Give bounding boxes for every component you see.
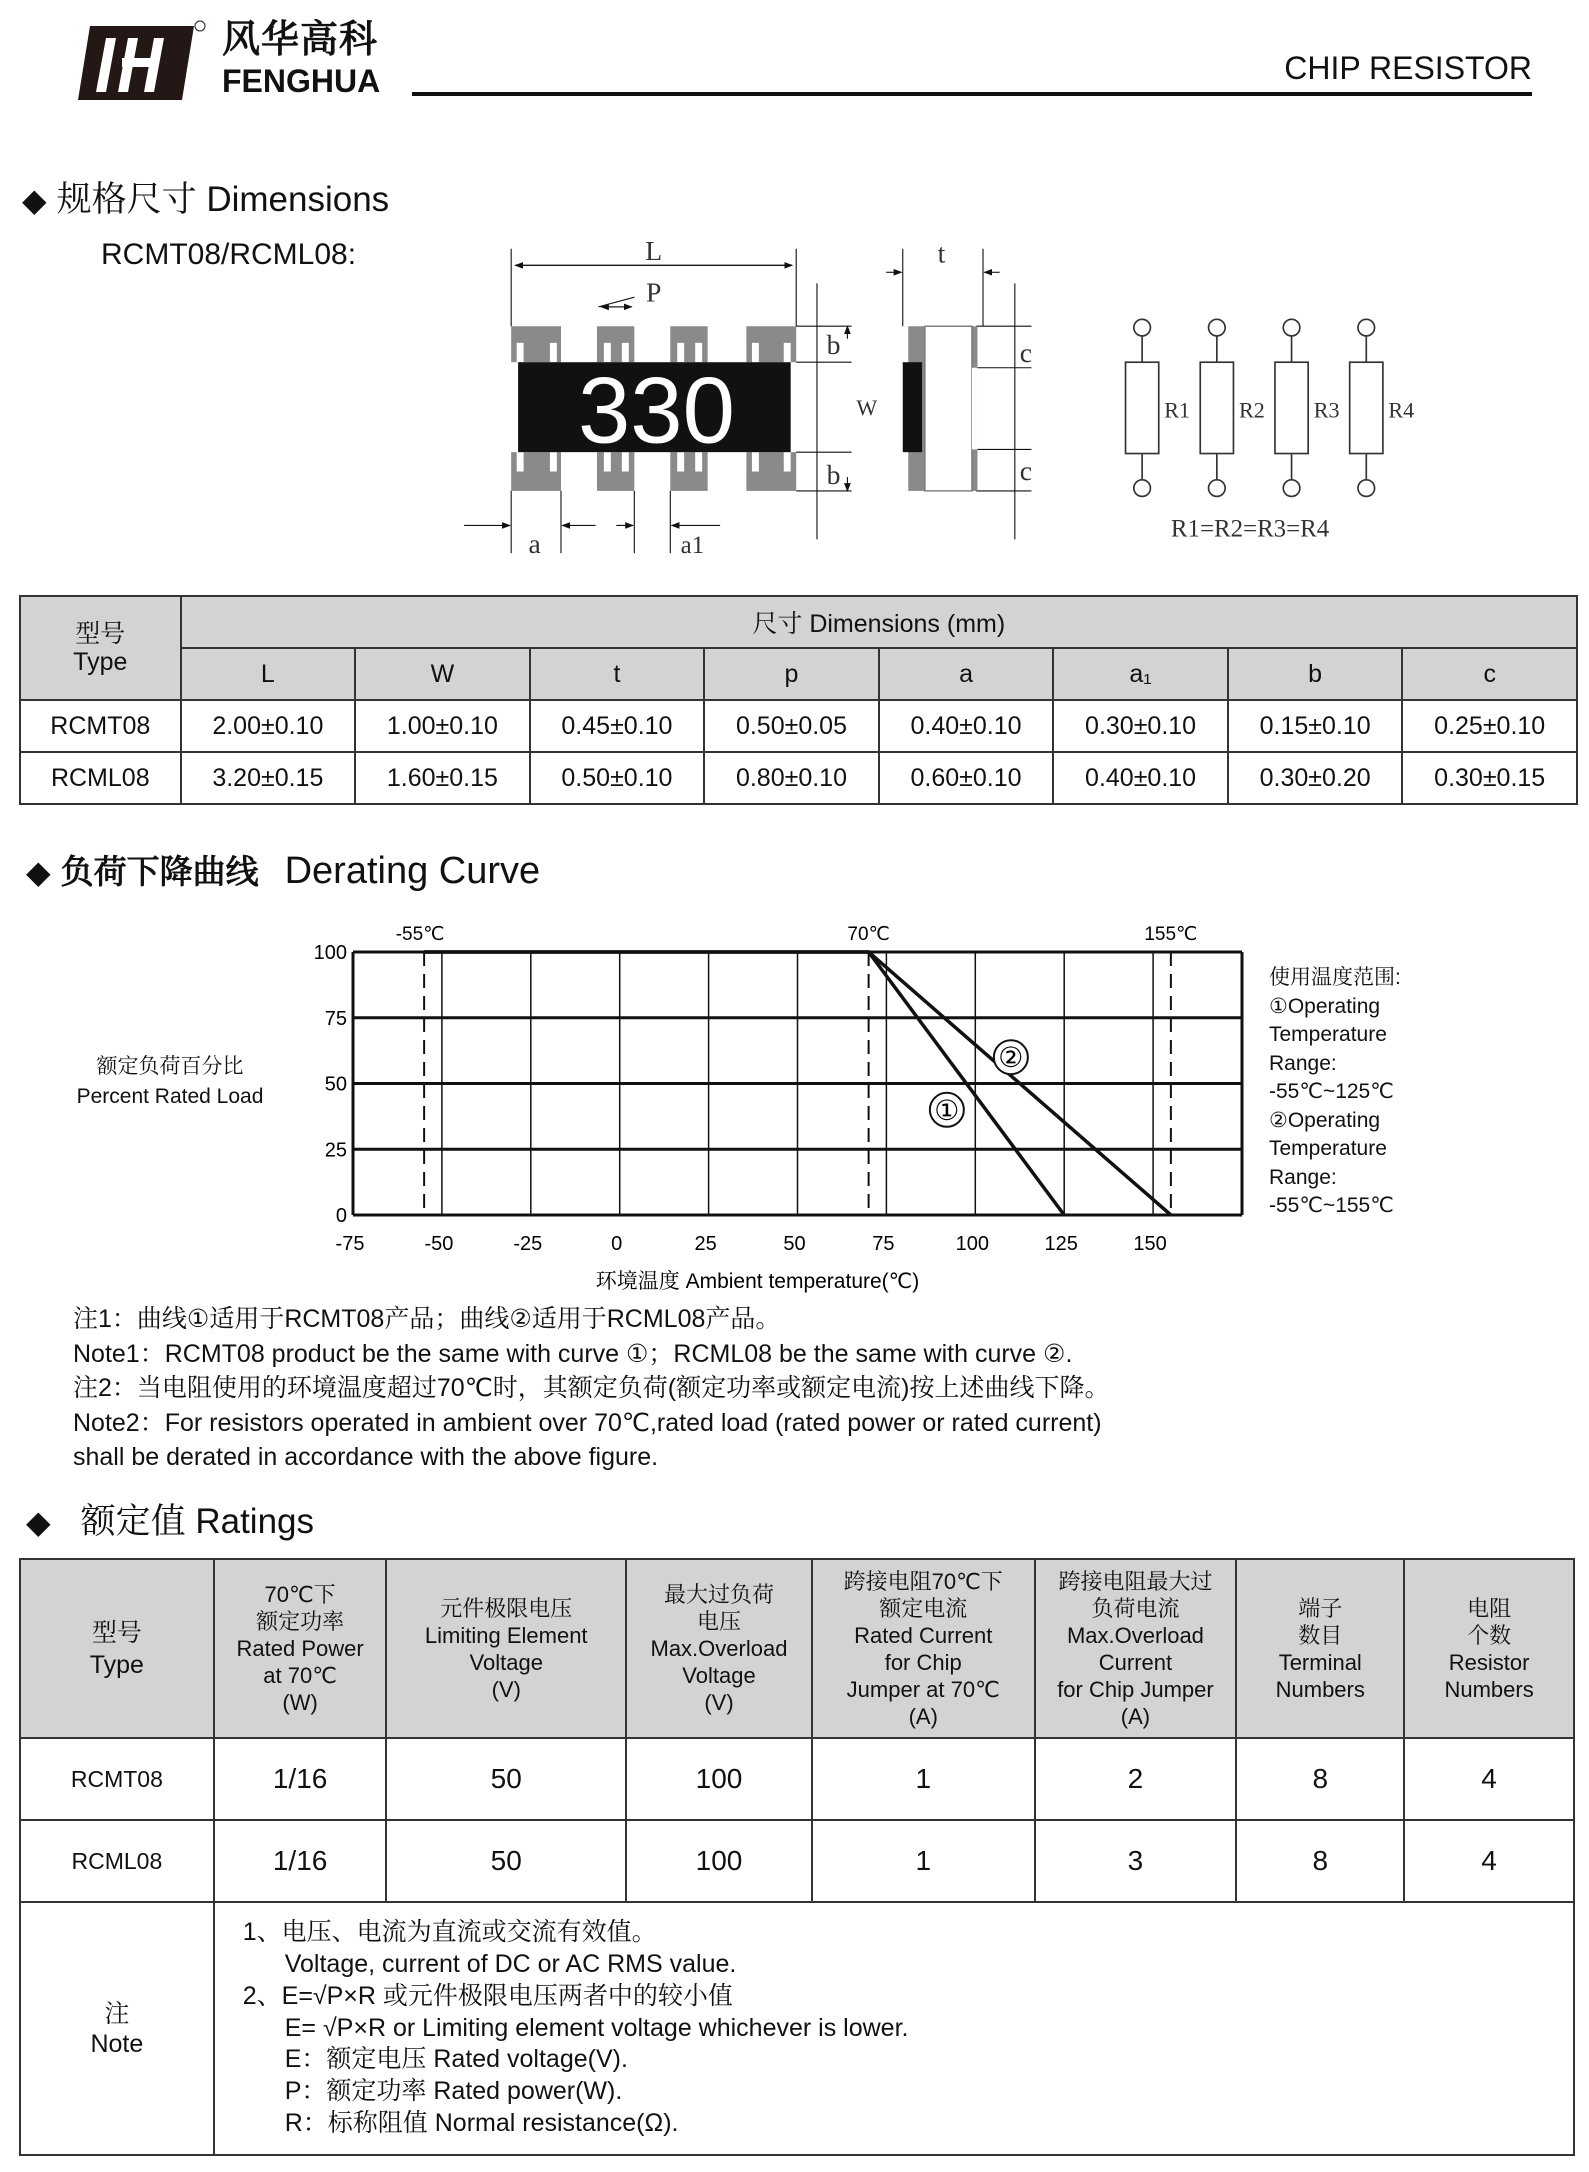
derating-note: Note2：For resistors operated in ambient over 70℃,rated load (rated power or rated current): [73, 1408, 1102, 1437]
header-line: 额定功率: [256, 1609, 345, 1634]
rating-cell: 4: [1404, 1820, 1574, 1902]
rating-cell: 1/16: [214, 1738, 387, 1820]
table-row: [20, 752, 1577, 804]
column-header: a: [879, 648, 1054, 700]
resistor-label: R3: [1313, 397, 1340, 423]
x-tick-label: 25: [694, 1233, 717, 1255]
diamond-bullet-icon: ◆: [26, 1504, 51, 1540]
rating-cell: 2: [1035, 1738, 1237, 1820]
dimension-cell: 2.00±0.10: [181, 700, 356, 752]
type-cell: RCMT08: [20, 700, 181, 752]
dimension-cell: 0.40±0.10: [1053, 752, 1228, 804]
logo-chinese-name: 风华高科: [222, 19, 379, 61]
header-line: Numbers: [1275, 1676, 1365, 1702]
header-line: (V): [491, 1676, 521, 1702]
resistor-label: R4: [1388, 397, 1415, 423]
header-line: Numbers: [1444, 1676, 1534, 1702]
ratings-section-title: ◆ 额定值 Ratings: [26, 1502, 315, 1541]
label-t: t: [937, 237, 946, 269]
header-line: Max.Overload: [1066, 1622, 1204, 1648]
legend-line: Range:: [1269, 1165, 1337, 1189]
legend-line: 使用温度范围:: [1269, 966, 1401, 989]
column-header: [1236, 1559, 1404, 1738]
model-label: RCMT08/RCML08:: [101, 238, 357, 271]
chip-marking: 330: [577, 357, 735, 463]
note-line: E= √P×R or Limiting element voltage whichever is lower.: [284, 2013, 909, 2042]
y-tick-label: 75: [324, 1007, 347, 1030]
label-a1: a1: [680, 532, 705, 560]
x-tick-label: 150: [1133, 1233, 1167, 1255]
header-line: for Chip: [884, 1649, 962, 1675]
legend-line: ②Operating: [1269, 1108, 1381, 1132]
y-tick-label: 0: [335, 1205, 347, 1227]
column-header: b: [1228, 648, 1403, 700]
note-line: E：额定电压 Rated voltage(V).: [284, 2045, 628, 2074]
rating-cell: 4: [1404, 1738, 1574, 1820]
note-line: 1、电压、电流为直流或交流有效值。: [242, 1918, 657, 1947]
header-line: Rated Current: [854, 1622, 993, 1648]
x-tick-label: -25: [513, 1233, 543, 1255]
table-row: [20, 1738, 1574, 1820]
column-header: [626, 1559, 812, 1738]
x-tick-label: 0: [611, 1233, 623, 1255]
dimension-cell: 0.25±0.10: [1402, 700, 1577, 752]
x-tick-label: -75: [335, 1233, 365, 1255]
derating-note: 注1：曲线①适用于RCMT08产品；曲线②适用于RCML08产品。: [73, 1305, 781, 1333]
label-W: W: [856, 394, 878, 420]
dimension-cell: 0.30±0.20: [1228, 752, 1403, 804]
dimensions-section-title: ◆ 规格尺寸 Dimensions: [22, 180, 390, 219]
fenghua-logo-icon: [76, 20, 206, 102]
note-label: 注 Note: [20, 1902, 214, 2155]
diamond-bullet-icon: ◆: [26, 854, 51, 890]
column-header: t: [530, 648, 705, 700]
legend-line: -55℃~155℃: [1269, 1194, 1394, 1217]
curve-label: ①: [934, 1094, 960, 1126]
dimensions-table: [19, 595, 1578, 805]
dimension-cell: 0.45±0.10: [530, 700, 705, 752]
header-line: at 70℃: [263, 1663, 337, 1688]
header-line: 个数: [1467, 1622, 1512, 1648]
label-b: b: [826, 458, 841, 490]
column-header: [1035, 1559, 1237, 1738]
reference-label: -55℃: [395, 924, 445, 945]
header-line: 额定电流: [879, 1595, 968, 1621]
header-line: 端子: [1298, 1595, 1343, 1621]
rating-cell: 100: [626, 1820, 812, 1902]
header-line: Rated Power: [236, 1636, 364, 1661]
column-header: W: [355, 648, 530, 700]
type-header: 型号 Type: [20, 596, 181, 700]
header-line: Jumper at 70℃: [846, 1676, 1000, 1702]
x-tick-label: -50: [424, 1233, 454, 1255]
type-cell: RCML08: [20, 752, 181, 804]
header-line: 数目: [1298, 1622, 1343, 1648]
label-L: L: [645, 234, 663, 266]
column-header: [812, 1559, 1035, 1738]
ratings-table: [19, 1558, 1575, 2156]
dimension-cell: 0.50±0.05: [704, 700, 879, 752]
dimension-cell: 3.20±0.15: [181, 752, 356, 804]
resistor-symbol: [1200, 319, 1265, 496]
type-cell: RCMT08: [20, 1738, 214, 1820]
column-header: a₁: [1053, 648, 1228, 700]
diamond-bullet-icon: ◆: [22, 182, 47, 218]
header-line: 电压: [696, 1609, 741, 1634]
legend-line: Temperature: [1269, 1137, 1387, 1160]
x-tick-label: 100: [955, 1233, 989, 1255]
legend-line: Temperature: [1269, 1023, 1387, 1046]
y-tick-label: 25: [324, 1139, 347, 1162]
resistor-symbol: [1126, 319, 1191, 496]
header-divider: [412, 92, 1532, 96]
resistor-label: R2: [1238, 397, 1265, 423]
rating-cell: 3: [1035, 1820, 1237, 1902]
column-header: L: [181, 648, 356, 700]
curve-label: ②: [998, 1042, 1024, 1074]
label-P: P: [646, 276, 662, 308]
header-line: (A): [1120, 1703, 1151, 1729]
y-tick-label: 100: [313, 942, 347, 964]
label-a: a: [528, 528, 541, 560]
x-axis-label: 环境温度 Ambient temperature(℃): [595, 1270, 920, 1293]
header-line: 跨接电阻最大过: [1058, 1568, 1213, 1594]
header-line: Voltage: [469, 1649, 543, 1675]
note-line: R：标称阻值 Normal resistance(Ω).: [284, 2108, 679, 2137]
header-line: 70℃下: [264, 1582, 336, 1607]
header-line: 最大过负荷: [663, 1582, 774, 1607]
dimension-cell: 0.30±0.10: [1053, 700, 1228, 752]
ratings-notes: [214, 1902, 1574, 2155]
reference-label: 70℃: [847, 924, 890, 945]
header-line: Max.Overload: [650, 1636, 788, 1661]
x-tick-label: 50: [783, 1233, 806, 1255]
legend-line: Range:: [1269, 1051, 1337, 1075]
column-header: [214, 1559, 387, 1738]
dimension-cell: 0.80±0.10: [704, 752, 879, 804]
header-line: (V): [704, 1690, 734, 1715]
dimension-cell: 0.60±0.10: [879, 752, 1054, 804]
header-line: Limiting Element: [424, 1622, 588, 1648]
type-cell: RCML08: [20, 1820, 214, 1902]
dimension-cell: 0.40±0.10: [879, 700, 1054, 752]
derating-section-title: ◆ 负荷下降曲线 Derating Curve: [26, 850, 541, 892]
derating-chart: [280, 910, 1260, 1310]
temperature-range-legend: [1269, 964, 1401, 1221]
dimension-cell: 1.60±0.15: [355, 752, 530, 804]
resistor-symbol: [1350, 319, 1415, 496]
y-tick-label: 50: [324, 1073, 347, 1096]
product-title: CHIP RESISTOR: [1284, 50, 1532, 86]
dimension-diagram: [457, 228, 1426, 567]
rating-cell: 8: [1236, 1820, 1404, 1902]
rating-cell: 100: [626, 1738, 812, 1820]
header-line: 跨接电阻70℃下: [843, 1568, 1003, 1594]
dimension-cell: 1.00±0.10: [355, 700, 530, 752]
dimension-cell: 0.50±0.10: [530, 752, 705, 804]
legend-line: -55℃~125℃: [1269, 1080, 1394, 1103]
table-row: [20, 700, 1577, 752]
header-line: Type: [89, 1650, 144, 1679]
label-b: b: [826, 328, 841, 360]
label-c: c: [1019, 454, 1033, 486]
header-line: 电阻: [1467, 1595, 1512, 1621]
column-header: p: [704, 648, 879, 700]
derating-note: shall be derated in accordance with the above figure.: [73, 1443, 659, 1472]
header-line: (W): [282, 1690, 318, 1715]
x-tick-label: 125: [1044, 1233, 1078, 1255]
dimensions-group-header: 尺寸 Dimensions (mm): [181, 596, 1577, 648]
resistor-label: R1: [1164, 397, 1191, 423]
header-line: for Chip Jumper: [1057, 1676, 1214, 1702]
table-row: [20, 1820, 1574, 1902]
resistor-symbol: [1275, 319, 1340, 496]
derating-note: 注2：当电阻使用的环境温度超过70℃时，其额定负荷(额定功率或额定电流)按上述曲线下降。: [73, 1374, 1110, 1403]
column-header: [386, 1559, 626, 1738]
dimension-cell: 0.15±0.10: [1228, 700, 1403, 752]
header-line: 型号: [91, 1618, 142, 1647]
header-line: Resistor: [1448, 1649, 1530, 1675]
header-line: Current: [1098, 1649, 1173, 1675]
header-line: Terminal: [1278, 1649, 1362, 1675]
column-header: [20, 1559, 214, 1738]
rating-cell: 1: [812, 1820, 1035, 1902]
rating-cell: 50: [386, 1738, 626, 1820]
rating-cell: 1/16: [214, 1820, 387, 1902]
resistor-equation: R1=R2=R3=R4: [1170, 515, 1330, 543]
note-line: 2、E=√P×R 或元件极限电压两者中的较小值: [242, 1981, 733, 2010]
header-line: 元件极限电压: [440, 1595, 573, 1621]
label-c: c: [1019, 337, 1033, 369]
reference-label: 155℃: [1144, 924, 1198, 945]
rating-cell: 50: [386, 1820, 626, 1902]
note-line: Voltage, current of DC or AC RMS value.: [284, 1950, 737, 1978]
dimension-cell: 0.30±0.15: [1402, 752, 1577, 804]
header-line: Voltage: [682, 1663, 756, 1688]
derating-note: Note1：RCMT08 product be the same with curve ①；RCML08 be the same with curve ②.: [73, 1339, 1073, 1368]
legend-line: ①Operating: [1269, 994, 1381, 1018]
rating-cell: 8: [1236, 1738, 1404, 1820]
x-tick-label: 75: [872, 1233, 895, 1255]
column-header: c: [1402, 648, 1577, 700]
column-header: [1404, 1559, 1574, 1738]
header-line: 负荷电流: [1091, 1595, 1180, 1621]
y-axis-label: 额定负荷百分比 Percent Rated Load: [76, 1055, 264, 1108]
rating-cell: 1: [812, 1738, 1035, 1820]
logo-english-name: FENGHUA: [222, 63, 381, 99]
header-line: (A): [908, 1703, 938, 1729]
note-line: P：额定功率 Rated power(W).: [284, 2077, 623, 2106]
